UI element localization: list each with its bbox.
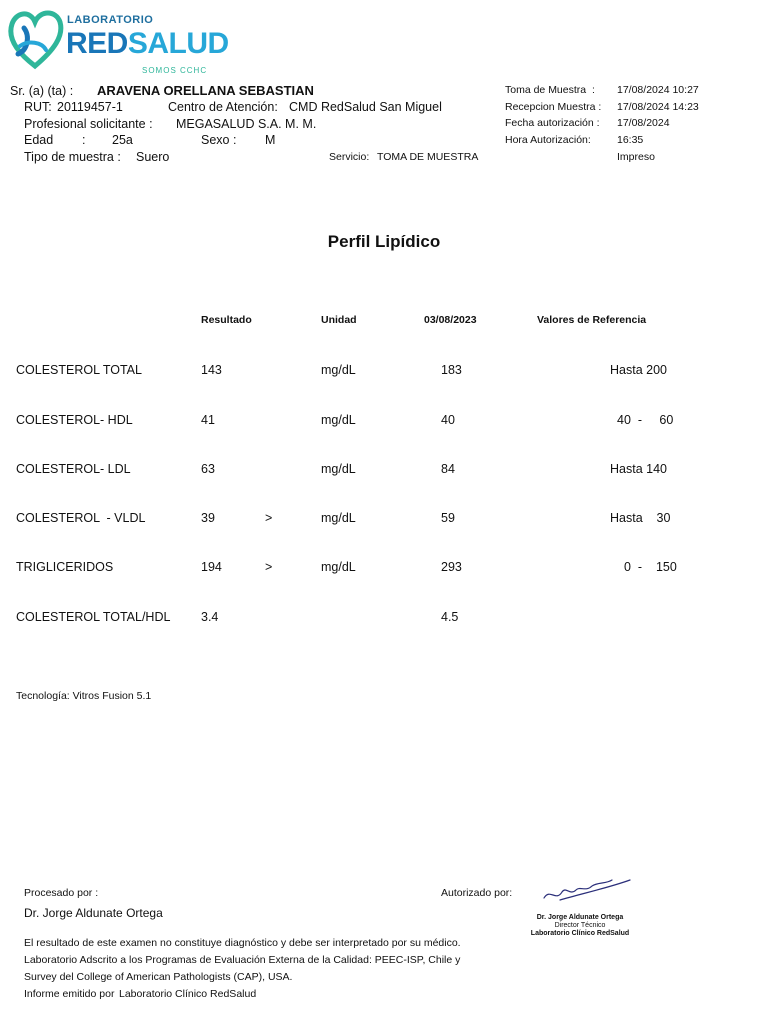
recepcion-label: Recepcion Muestra : bbox=[505, 101, 602, 113]
signature-title: Director Técnico bbox=[554, 922, 606, 929]
sexo-label: Sexo : bbox=[201, 133, 237, 147]
logo-brand-text bbox=[66, 27, 229, 61]
edad-colon: : bbox=[82, 133, 86, 147]
row-reference: 0 - 150 bbox=[624, 560, 677, 574]
patient-name: ARAVENA ORELLANA SEBASTIAN bbox=[97, 83, 314, 98]
autorizado-label: Autorizado por: bbox=[441, 887, 513, 899]
tecnologia-text: Tecnología: Vitros Fusion 5.1 bbox=[16, 690, 152, 702]
centro-value: CMD RedSalud San Miguel bbox=[289, 100, 442, 114]
signature-icon bbox=[520, 872, 640, 912]
header-resultado: Resultado bbox=[201, 314, 252, 326]
header-previous-date: 03/08/2023 bbox=[424, 314, 477, 326]
row-high-flag: > bbox=[265, 560, 273, 574]
row-result: 194 bbox=[201, 560, 222, 574]
signature-org: Laboratorio Clínico RedSalud bbox=[530, 930, 630, 937]
row-previous: 183 bbox=[441, 363, 462, 377]
row-reference: Hasta 200 bbox=[610, 363, 667, 377]
emitido-label: Informe emitido por bbox=[24, 988, 115, 1000]
fecha-autorizacion-value: 17/08/2024 bbox=[617, 117, 670, 129]
tipo-muestra-label: Tipo de muestra : bbox=[24, 150, 121, 164]
procesado-name: Dr. Jorge Aldunate Ortega bbox=[24, 906, 163, 920]
row-name: TRIGLICERIDOS bbox=[16, 560, 114, 574]
row-reference: Hasta 30 bbox=[610, 511, 671, 525]
redsalud-heart-logo-icon bbox=[6, 6, 64, 74]
hora-autorizacion-value: 16:35 bbox=[617, 134, 644, 146]
servicio-value: TOMA DE MUESTRA bbox=[377, 151, 479, 163]
row-previous: 4.5 bbox=[441, 610, 459, 624]
row-result: 41 bbox=[201, 413, 215, 427]
row-unit: mg/dL bbox=[321, 413, 356, 427]
row-name: COLESTEROL- LDL bbox=[16, 462, 131, 476]
rut-label: RUT: bbox=[24, 100, 52, 114]
disclaimer-text: El resultado de este examen no constituye diagnóstico y debe ser interpretado por su médico. bbox=[24, 937, 461, 949]
row-name: COLESTEROL TOTAL bbox=[16, 363, 142, 377]
row-result: 39 bbox=[201, 511, 215, 525]
status-text: Impreso bbox=[617, 151, 655, 163]
row-previous: 293 bbox=[441, 560, 462, 574]
row-result: 143 bbox=[201, 363, 222, 377]
adscrito-line-1: Laboratorio Adscrito a los Programas de Evaluación Externa de la Calidad: PEEC-ISP, Chile y bbox=[24, 954, 461, 966]
row-previous: 59 bbox=[441, 511, 455, 525]
row-previous: 84 bbox=[441, 462, 455, 476]
logo-brand-salud: SALUD bbox=[127, 27, 229, 60]
row-reference: 40 - 60 bbox=[617, 413, 674, 427]
logo-tagline: SOMOS CCHC bbox=[142, 66, 208, 75]
edad-label: Edad bbox=[24, 133, 54, 147]
row-name: COLESTEROL TOTAL/HDL bbox=[16, 610, 171, 624]
row-unit: mg/dL bbox=[321, 462, 356, 476]
toma-muestra-value: 17/08/2024 10:27 bbox=[617, 84, 699, 96]
logo-brand-red: RED bbox=[66, 27, 128, 60]
edad-value: 25a bbox=[112, 133, 133, 147]
emitido-value: Laboratorio Clínico RedSalud bbox=[119, 988, 257, 1000]
adscrito-line-2: Survey del College of American Pathologists (CAP), USA. bbox=[24, 971, 293, 983]
tipo-muestra-value: Suero bbox=[136, 150, 170, 164]
row-unit: mg/dL bbox=[321, 363, 356, 377]
row-result: 63 bbox=[201, 462, 215, 476]
patient-name-label: Sr. (a) (ta) : bbox=[10, 84, 74, 98]
toma-muestra-colon: : bbox=[592, 84, 595, 96]
row-high-flag: > bbox=[265, 511, 273, 525]
row-previous: 40 bbox=[441, 413, 455, 427]
fecha-autorizacion-label: Fecha autorización : bbox=[505, 117, 600, 129]
recepcion-value: 17/08/2024 14:23 bbox=[617, 101, 699, 113]
logo-lab-text: LABORATORIO bbox=[67, 14, 154, 26]
header-referencia: Valores de Referencia bbox=[537, 314, 647, 326]
signature-name: Dr. Jorge Aldunate Ortega bbox=[536, 914, 624, 921]
centro-label: Centro de Atención: bbox=[168, 100, 278, 114]
row-unit: mg/dL bbox=[321, 560, 356, 574]
toma-muestra-label: Toma de Muestra bbox=[505, 84, 587, 96]
row-name: COLESTEROL - VLDL bbox=[16, 511, 146, 525]
procesado-label: Procesado por : bbox=[24, 887, 99, 899]
row-unit: mg/dL bbox=[321, 511, 356, 525]
row-result: 3.4 bbox=[201, 610, 219, 624]
profesional-value: MEGASALUD S.A. M. M. bbox=[176, 117, 317, 131]
row-reference: Hasta 140 bbox=[610, 462, 667, 476]
row-name: COLESTEROL- HDL bbox=[16, 413, 133, 427]
hora-autorizacion-label: Hora Autorización: bbox=[505, 134, 591, 146]
servicio-label: Servicio: bbox=[329, 151, 370, 163]
profesional-label: Profesional solicitante : bbox=[24, 117, 153, 131]
header-unidad: Unidad bbox=[321, 314, 357, 326]
rut-value: 20119457-1 bbox=[57, 100, 123, 114]
sexo-value: M bbox=[265, 133, 276, 147]
report-title: Perfil Lipídico bbox=[327, 232, 441, 251]
